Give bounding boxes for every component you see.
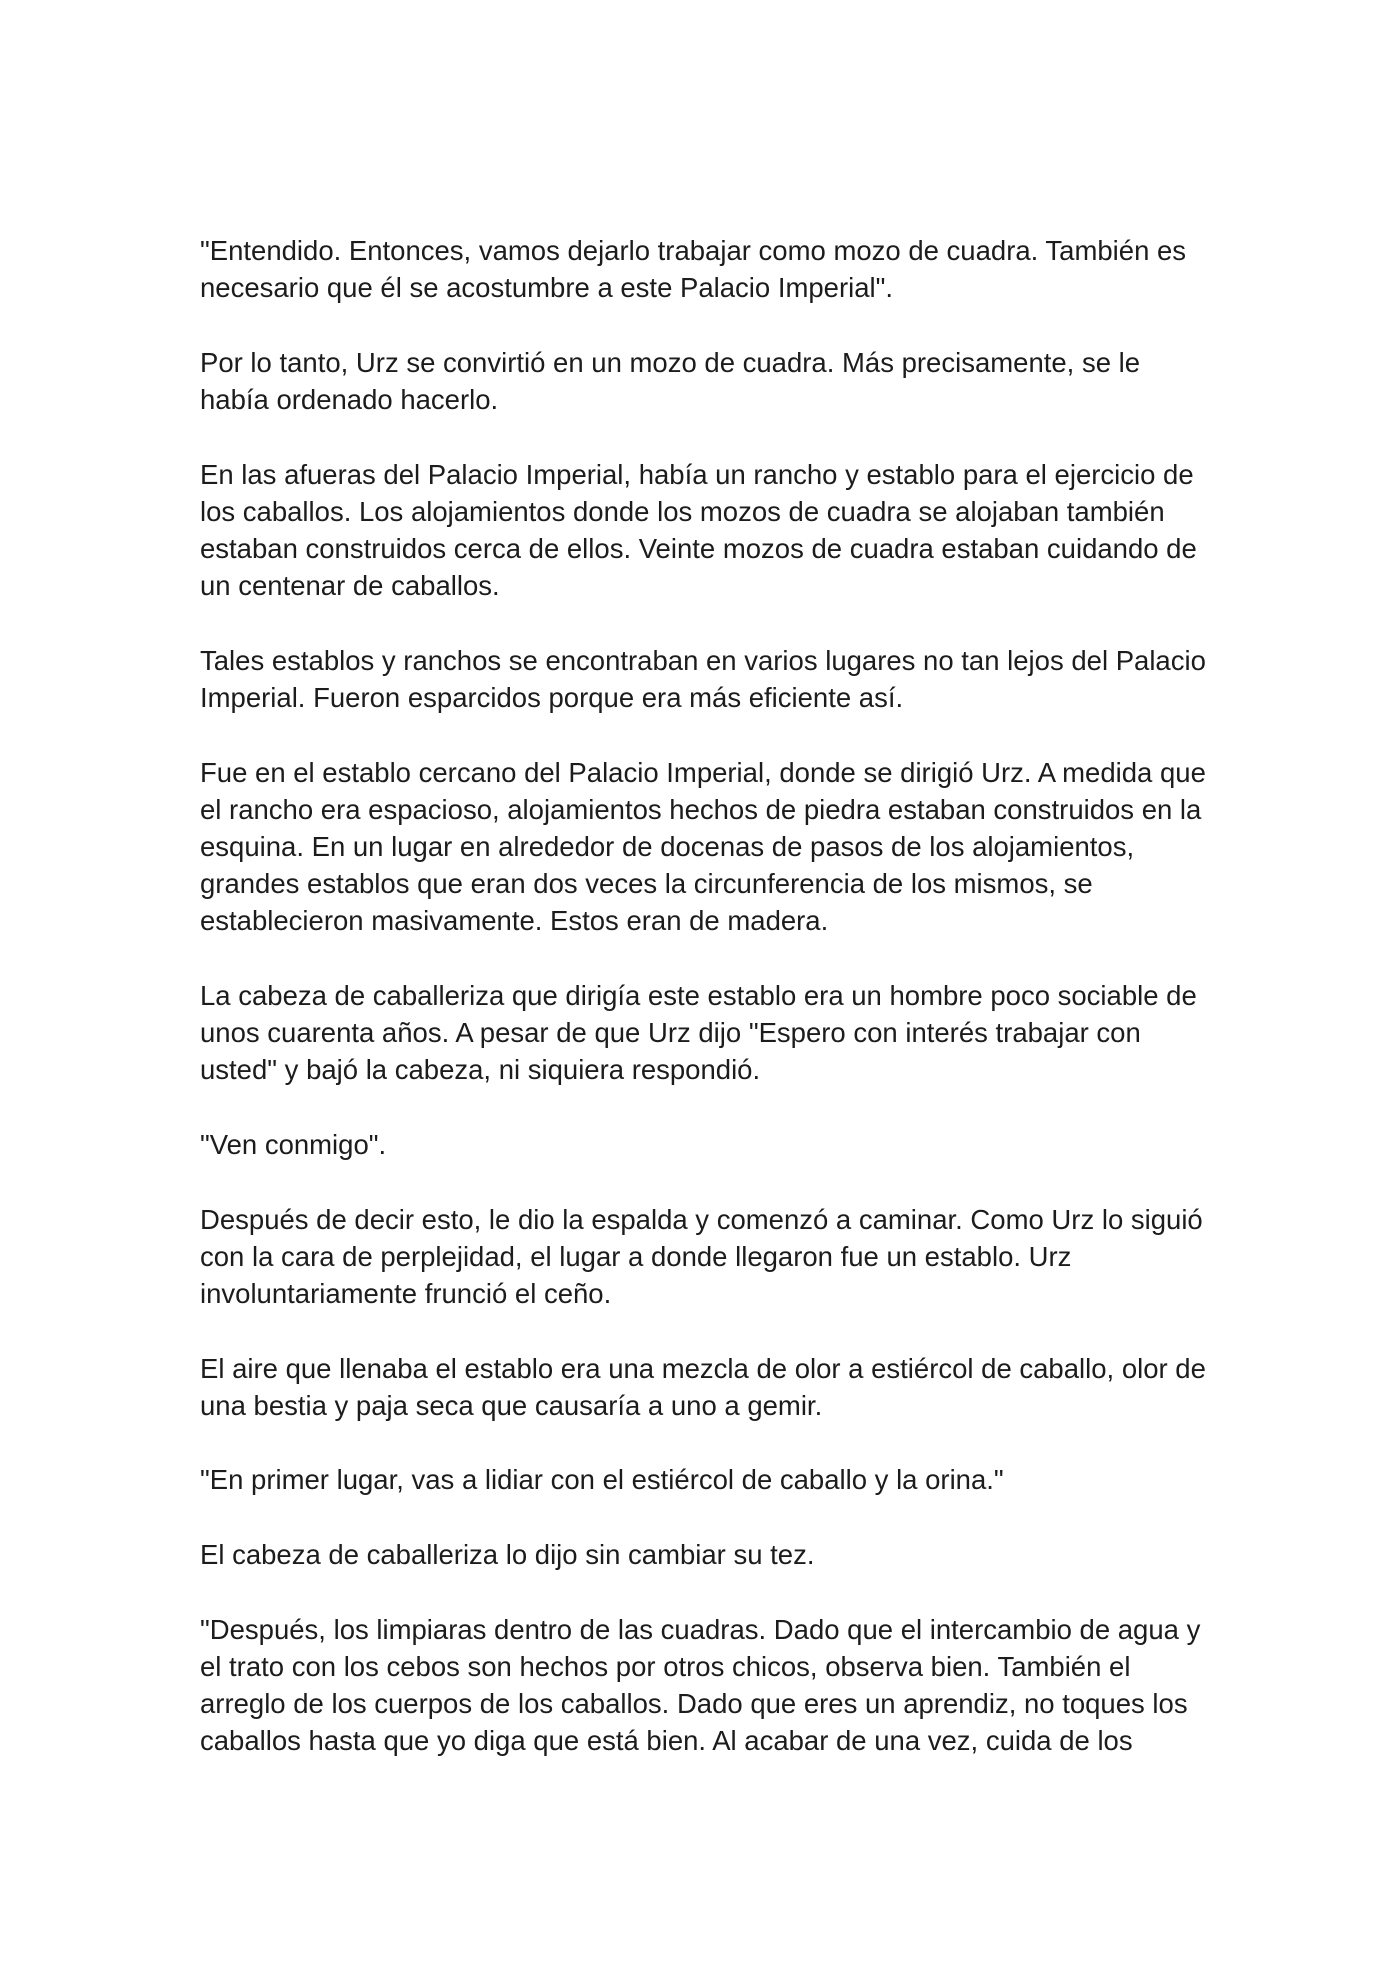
paragraph-7: "Ven conmigo". bbox=[200, 1129, 387, 1160]
paragraph-3: En las afueras del Palacio Imperial, había un rancho y establo para el ejercicio de los caballos. Los alojamientos donde los mozos de cuadra se alojaban también estaban construidos cerca de ellos. Veinte mozos de cuadra estaban cuidando de un centenar de caballos. bbox=[200, 458, 1197, 602]
paragraph-9: El aire que llenaba el establo era una mezcla de olor a estiércol de caballo, olor de una bestia y paja seca que causaría a uno a gemir. bbox=[200, 1352, 1206, 1421]
paragraph-2: Por lo tanto, Urz se convirtió en un mozo de cuadra. Más precisamente, se le había ordenado hacerlo. bbox=[200, 346, 1141, 415]
paragraph-6: La cabeza de caballeriza que dirigía este establo era un hombre poco sociable de unos cuarenta años. A pesar de que Urz dijo "Espero con interés trabajar con usted" y bajó la cabeza, ni siquiera respondió. bbox=[200, 980, 1197, 1086]
paragraph-12: "Después, los limpiaras dentro de las cuadras. Dado que el intercambio de agua y el trato con los cebos son hechos por otros chicos, observa bien. También el arreglo de los cuerpos de los caballos. Dado que eres un aprendiz, no toques los caballos hasta que yo diga que está bien. Al acabar de una vez, cuida de los bbox=[200, 1613, 1201, 1757]
paragraph-10: "En primer lugar, vas a lidiar con el estiércol de caballo y la orina." bbox=[200, 1464, 1004, 1496]
paragraph-5: Fue en el establo cercano del Palacio Imperial, donde se dirigió Urz. A medida que el rancho era espacioso, alojamientos hechos de piedra estaban construidos en la esquina. En un lugar en alrededor de docenas de pasos de los alojamientos, grandes establos que eran dos veces la circunferencia de los mismos, se establecieron masivamente. Estos eran de madera. bbox=[200, 756, 1206, 937]
paragraph-4: Tales establos y ranchos se encontraban en varios lugares no tan lejos del Palacio Imperial. Fueron esparcidos porque era más eficiente así. bbox=[200, 644, 1206, 713]
document-text-body bbox=[200, 232, 1210, 1759]
paragraph-8: Después de decir esto, le dio la espalda y comenzó a caminar. Como Urz lo siguió con la cara de perplejidad, el lugar a donde llegaron fue un establo. Urz involuntariamente frunció el ceño. bbox=[200, 1203, 1203, 1309]
paragraph-11: El cabeza de caballeriza lo dijo sin cambiar su tez. bbox=[200, 1538, 815, 1570]
paragraph-1: "Entendido. Entonces, vamos dejarlo trabajar como mozo de cuadra. También es necesario que él se acostumbre a este Palacio Imperial". bbox=[200, 235, 1187, 304]
